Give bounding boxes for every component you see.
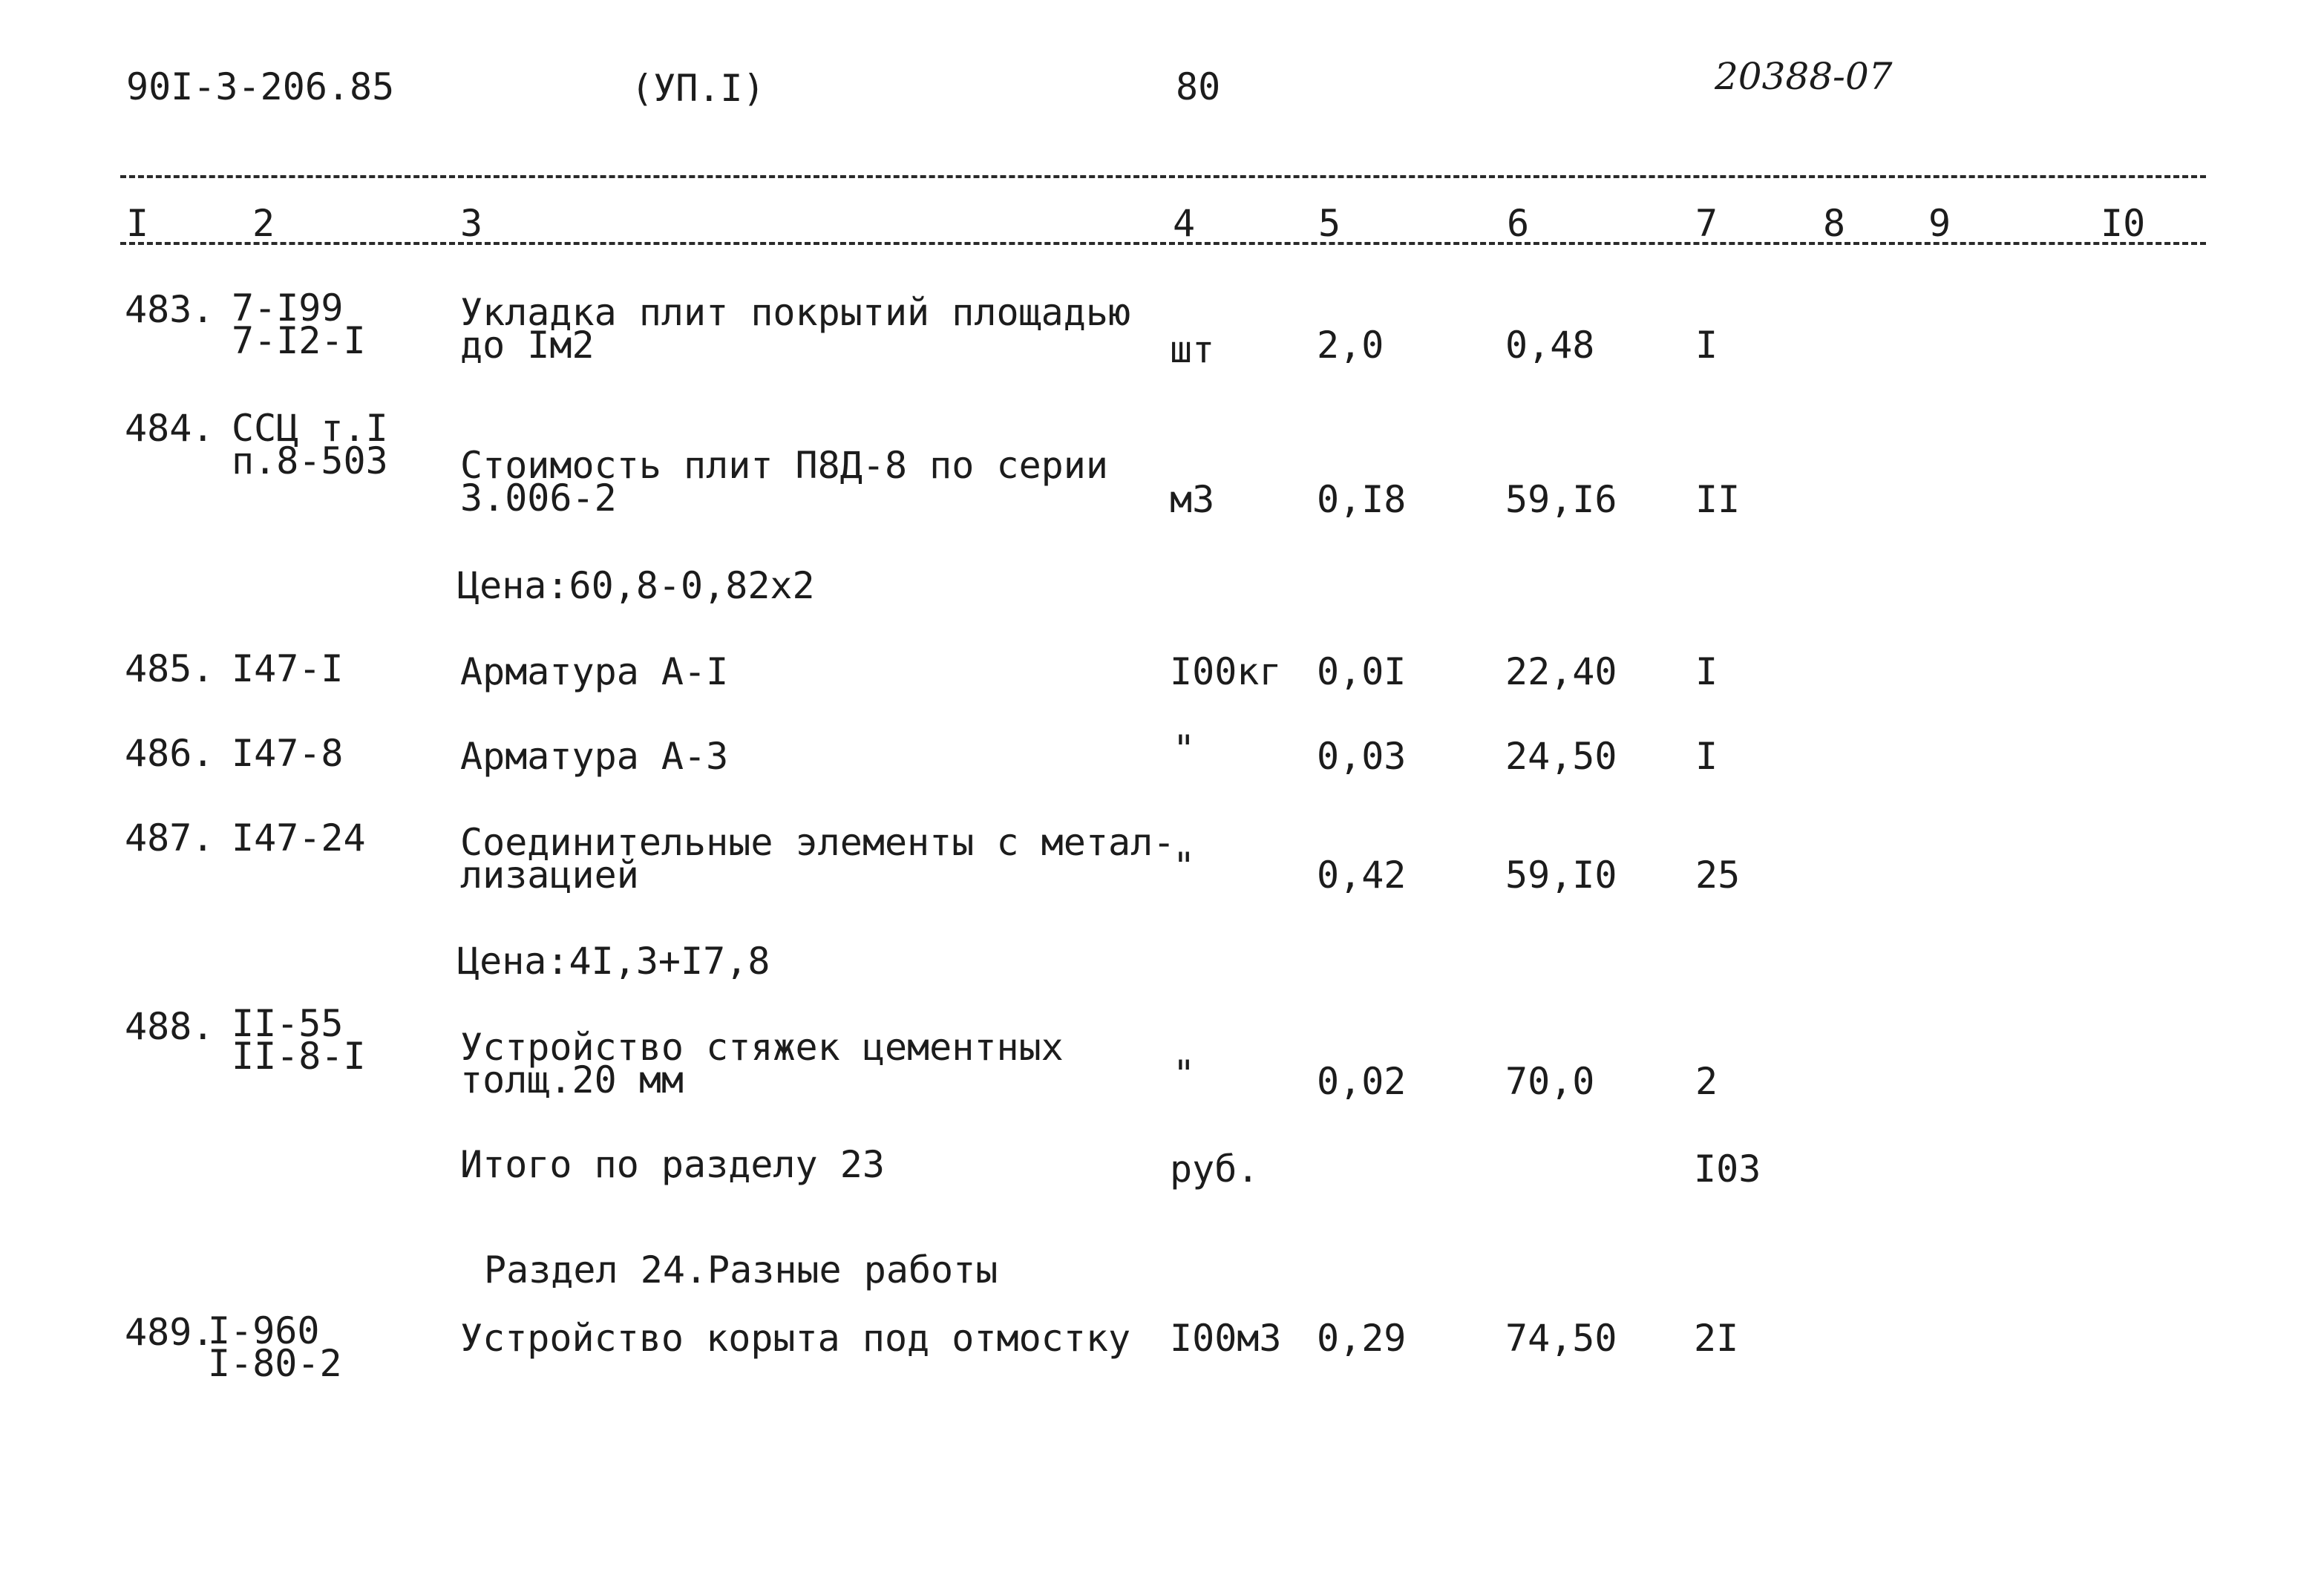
row-price: 0,48	[1505, 324, 1595, 367]
row-code: I47-8	[232, 732, 344, 775]
row-code: II-8-I	[232, 1035, 366, 1078]
row-number: 486.	[125, 732, 215, 775]
section-number: (УП.I)	[631, 67, 765, 110]
section-title: Раздел 24.Разные работы	[484, 1248, 998, 1291]
row-price: 59,I6	[1505, 478, 1617, 521]
row-qty: 2,0	[1317, 324, 1384, 367]
row-total: 2I	[1694, 1317, 1739, 1360]
row-price: 74,50	[1505, 1317, 1617, 1360]
col-9: 9	[1928, 202, 1951, 245]
row-name: 3.006-2	[460, 477, 617, 520]
row-number: 485.	[125, 647, 215, 690]
row-unit: I00кг	[1170, 650, 1282, 693]
row-unit: "	[1173, 727, 1196, 770]
col-1: I	[126, 202, 149, 245]
subtotal-unit: руб.	[1170, 1148, 1260, 1191]
row-unit: шт	[1170, 328, 1215, 371]
row-number: 489.	[125, 1311, 215, 1354]
row-name: толщ.20 мм	[460, 1058, 684, 1101]
row-unit: "	[1173, 1052, 1196, 1096]
row-code: п.8-503	[232, 439, 388, 482]
row-total: I	[1695, 650, 1718, 693]
row-qty: 0,03	[1317, 735, 1407, 778]
row-code: I47-I	[232, 647, 344, 690]
price-note: Цена:4I,3+I7,8	[457, 940, 770, 983]
header-top-rule	[120, 175, 2206, 178]
col-4: 4	[1173, 202, 1196, 245]
col-10: I0	[2101, 202, 2146, 245]
row-unit: I00м3	[1170, 1317, 1282, 1360]
row-price: 24,50	[1505, 735, 1617, 778]
col-7: 7	[1695, 202, 1718, 245]
row-code: 7-I2-I	[232, 319, 366, 362]
col-3: 3	[460, 202, 483, 245]
col-2: 2	[252, 202, 275, 245]
row-qty: 0,02	[1317, 1060, 1407, 1103]
row-name: до Iм2	[460, 324, 595, 367]
row-name: Арматура А-3	[460, 735, 729, 778]
page-number: 80	[1176, 65, 1221, 108]
row-code: I-960	[208, 1309, 320, 1352]
row-code: I47-24	[232, 816, 366, 860]
row-name: Арматура А-I	[460, 650, 729, 693]
row-total: I	[1695, 735, 1718, 778]
col-6: 6	[1507, 202, 1530, 245]
row-number: 483.	[125, 288, 215, 331]
row-number: 484.	[125, 407, 215, 450]
header-bottom-rule	[120, 242, 2206, 245]
row-name: Стоимость плит П8Д-8 по серии	[460, 444, 1108, 487]
row-number: 488.	[125, 1005, 215, 1048]
row-qty: 0,29	[1317, 1317, 1407, 1360]
row-price: 70,0	[1505, 1060, 1595, 1103]
subtotal-label: Итого по разделу 23	[460, 1143, 885, 1186]
row-unit: м3	[1170, 478, 1215, 521]
subtotal-total: I03	[1694, 1148, 1761, 1191]
row-total: I	[1695, 324, 1718, 367]
row-name: Устройство стяжек цементных	[460, 1026, 1064, 1069]
row-code: I-80-2	[208, 1342, 342, 1385]
row-code: II-55	[232, 1002, 344, 1045]
row-name: лизацией	[460, 854, 639, 897]
row-code: 7-I99	[232, 287, 344, 330]
row-name: Устройство корыта под отмостку	[460, 1317, 1131, 1360]
row-unit: "	[1173, 845, 1196, 888]
row-name: Соединительные элементы с метал-	[460, 821, 1176, 864]
row-qty: 0,0I	[1317, 650, 1407, 693]
row-price: 59,I0	[1505, 854, 1617, 897]
row-name: Укладка плит покрытий площадью	[460, 291, 1131, 334]
row-code: ССЦ т.I	[232, 407, 388, 450]
row-qty: 0,42	[1317, 854, 1407, 897]
doc-number: 90I-3-206.85	[126, 65, 395, 108]
row-total: 25	[1695, 854, 1741, 897]
col-5: 5	[1318, 202, 1341, 245]
price-note: Цена:60,8-0,82х2	[457, 564, 815, 607]
row-qty: 0,I8	[1317, 478, 1407, 521]
row-number: 487.	[125, 816, 215, 860]
col-8: 8	[1823, 202, 1846, 245]
inventory-number: 20388-07	[1715, 55, 1893, 98]
row-price: 22,40	[1505, 650, 1617, 693]
row-total: 2	[1695, 1060, 1718, 1103]
row-total: II	[1695, 478, 1741, 521]
